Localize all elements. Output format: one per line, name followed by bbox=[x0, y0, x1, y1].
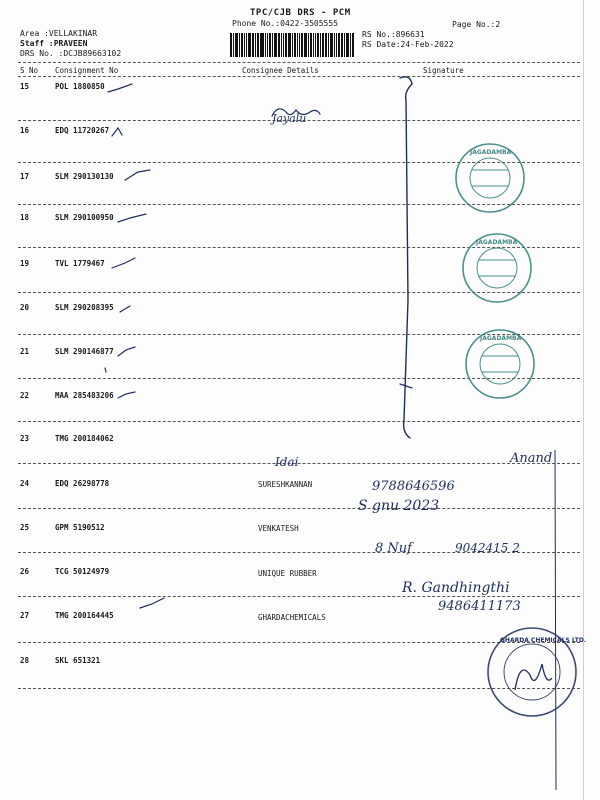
col-consignee: Consignee Details bbox=[242, 66, 319, 75]
tick-mark bbox=[112, 128, 122, 136]
row-consignee: SURESHKANNAN bbox=[258, 480, 313, 489]
row-sno: 19 bbox=[20, 259, 30, 268]
rs-date: RS Date:24-Feb-2022 bbox=[362, 40, 454, 49]
margin-line bbox=[555, 450, 556, 790]
row-consignment: SLM 290146877 bbox=[55, 347, 114, 356]
row-consignment: POL 1880850 bbox=[55, 82, 105, 91]
phone-number: Phone No.:0422-3505555 bbox=[232, 19, 338, 28]
stamp-text: GHARDA CHEMICALS LTD. bbox=[500, 637, 587, 644]
handwritten-text: Jayalu bbox=[272, 112, 307, 125]
tick-mark bbox=[125, 170, 150, 180]
row-consignment: SLM 290208395 bbox=[55, 303, 114, 312]
tick-mark bbox=[118, 347, 135, 356]
row-consignment: EDQ 26298778 bbox=[55, 479, 110, 488]
handwritten-text: Idai bbox=[275, 455, 299, 469]
signature-scribble bbox=[515, 664, 552, 690]
row-consignment: TCG 50124979 bbox=[55, 567, 110, 576]
row-consignment: SLM 290130130 bbox=[55, 172, 114, 181]
handwritten-text: 9042415 2 bbox=[455, 541, 520, 555]
row-sno: 17 bbox=[20, 172, 30, 181]
stamp-text: JAGADAMBA bbox=[480, 335, 522, 342]
bracket-mark bbox=[400, 384, 412, 388]
row-consignment: SLM 290100950 bbox=[55, 213, 114, 222]
stamp-text: JAGADAMBA bbox=[470, 149, 512, 156]
row-sno: 20 bbox=[20, 303, 30, 312]
sheet-title: TPC/CJB DRS - PCM bbox=[250, 8, 351, 18]
col-sno: S No bbox=[20, 66, 39, 75]
row-sno: 25 bbox=[20, 523, 30, 532]
handwritten-text: 8 Nuf bbox=[375, 541, 412, 556]
tick-mark bbox=[118, 214, 146, 222]
handwritten-text: S gnu 2023 bbox=[358, 498, 440, 514]
row-consignment: GPM 5190512 bbox=[55, 523, 105, 532]
row-sno: 28 bbox=[20, 656, 30, 665]
page-number: Page No.:2 bbox=[452, 20, 501, 29]
row-sno: 16 bbox=[20, 126, 30, 135]
tick-mark bbox=[108, 84, 132, 92]
row-sno: 27 bbox=[20, 611, 30, 620]
bracket-line bbox=[400, 77, 412, 438]
row-sno: 15 bbox=[20, 82, 30, 91]
tick-mark bbox=[105, 368, 106, 372]
row-consignment: TMG 200184062 bbox=[55, 434, 114, 443]
row-sno: 26 bbox=[20, 567, 30, 576]
drs-number: DRS No. :DCJB89663102 bbox=[20, 49, 122, 58]
row-consignee: VENKATESH bbox=[258, 524, 299, 533]
col-signature: Signature bbox=[423, 66, 464, 75]
tick-mark bbox=[112, 258, 135, 268]
row-consignment: EDQ 11720267 bbox=[55, 126, 110, 135]
handwritten-text: 9788646596 bbox=[372, 479, 455, 494]
col-consignment: Consignment No bbox=[55, 66, 119, 75]
row-consignment: MAA 285483206 bbox=[55, 391, 114, 400]
row-sno: 18 bbox=[20, 213, 30, 222]
row-sno: 21 bbox=[20, 347, 30, 356]
row-sno: 24 bbox=[20, 479, 30, 488]
tick-mark bbox=[118, 392, 135, 398]
rs-number: RS No.:896631 bbox=[362, 30, 425, 39]
handwritten-text: R. Gandhingthi bbox=[402, 580, 510, 596]
row-sno: 22 bbox=[20, 391, 30, 400]
row-consignment: TVL 1779467 bbox=[55, 259, 105, 268]
area-label: Area :VELLAKINAR bbox=[20, 29, 98, 38]
stamp-text: JAGADAMBA bbox=[476, 239, 518, 246]
row-consignment: TMG 200164445 bbox=[55, 611, 114, 620]
tick-mark bbox=[140, 598, 164, 608]
row-consignment: SKL 651321 bbox=[55, 656, 101, 665]
row-consignee: UNIQUE RUBBER bbox=[258, 569, 317, 578]
row-sno: 23 bbox=[20, 434, 30, 443]
handwritten-text: Anand bbox=[510, 451, 553, 466]
handwritten-text: 9486411173 bbox=[438, 599, 521, 614]
staff-label: Staff :PRAVEEN bbox=[20, 39, 88, 48]
tick-mark bbox=[120, 306, 130, 312]
row-consignee: GHARDACHEMICALS bbox=[258, 613, 326, 622]
